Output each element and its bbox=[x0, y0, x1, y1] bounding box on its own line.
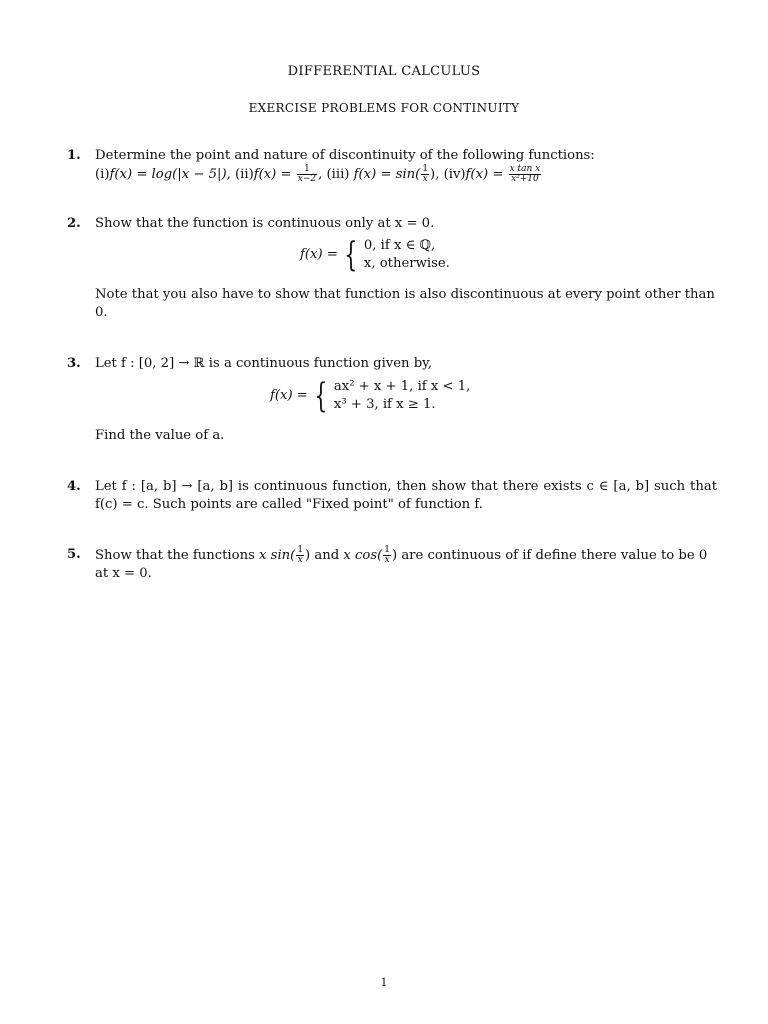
piecewise-function: f(x) = { 0, if x ∈ ℚ, x, otherwise. bbox=[300, 235, 450, 275]
problem-1 bbox=[67, 147, 717, 187]
document-title: DIFFERENTIAL CALCULUS bbox=[287, 64, 481, 79]
problem-text: Determine the point and nature of discontinuity of the following functions: bbox=[95, 148, 595, 163]
case-row: x³ + 3, if x ≥ 1. bbox=[333, 397, 436, 412]
case-row: ax² + x + 1, if x < 1, bbox=[333, 379, 471, 394]
piecewise-function: f(x) = { ax² + x + 1, if x < 1, x³ + 3, if x ≥ 1. bbox=[270, 376, 471, 416]
problem-5 bbox=[67, 546, 717, 586]
problem-text: Let f : [0, 2] → ℝ is a continuous function given by, bbox=[95, 356, 433, 371]
problem-text: Show that the function is continuous only at x = 0. bbox=[95, 216, 435, 231]
fraction: $\frac{1}{x}$ bbox=[422, 164, 429, 184]
document-subtitle: EXERCISE PROBLEMS FOR CONTINUITY bbox=[248, 101, 520, 115]
problem-body bbox=[95, 147, 717, 184]
problem-text: Let f : [a, b] → [a, b] is continuous function, then show that there exists c ∈ [a, b] such that f(c) = c. Such points are called "Fixed point" of function f. bbox=[95, 479, 717, 512]
problem-number: 4. bbox=[67, 479, 81, 494]
problem-number: 5. bbox=[67, 547, 81, 562]
problem-3 bbox=[67, 355, 717, 445]
case-row: 0, if x ∈ ℚ, bbox=[363, 238, 436, 253]
case-row: x, otherwise. bbox=[363, 256, 450, 271]
problem-note: Note that you also have to show that function is also discontinuous at every point other than 0. bbox=[95, 287, 715, 320]
problem-note: Find the value of a. bbox=[95, 428, 225, 443]
problem-body bbox=[95, 355, 717, 373]
problem-number: 3. bbox=[67, 356, 81, 371]
fraction: $\frac{1}{x}$ bbox=[384, 545, 390, 565]
problem-4 bbox=[67, 478, 717, 518]
problem-2 bbox=[67, 215, 717, 325]
fraction: $\frac{1}{x}$ bbox=[297, 545, 304, 565]
fraction: $\frac{1}{x-2}$ bbox=[297, 164, 317, 184]
problem-number: 1. bbox=[67, 148, 81, 163]
function-list: (i)f(x) = log(|x − 5|), (ii)f(x) = $\frac{1}{x-2}$ , (iii) f(x) = sin( $\frac{1}{x}$ ), (iv)f(x) = $\frac{\text{x tan x}}{\text{x²+10}}$ bbox=[95, 164, 541, 184]
problem-text: Show that the functions x sin( $\frac{1}{x}$ ) and x cos( $\frac{1}{x}$ ) are continuous of if define there value to be 0 at x = 0. bbox=[95, 545, 708, 581]
fraction: $\frac{\text{x tan x}}{\text{x²+10}}$ bbox=[509, 164, 541, 184]
page-number: 1 bbox=[380, 976, 388, 989]
problem-body bbox=[95, 215, 717, 233]
problem-number: 2. bbox=[67, 216, 81, 231]
